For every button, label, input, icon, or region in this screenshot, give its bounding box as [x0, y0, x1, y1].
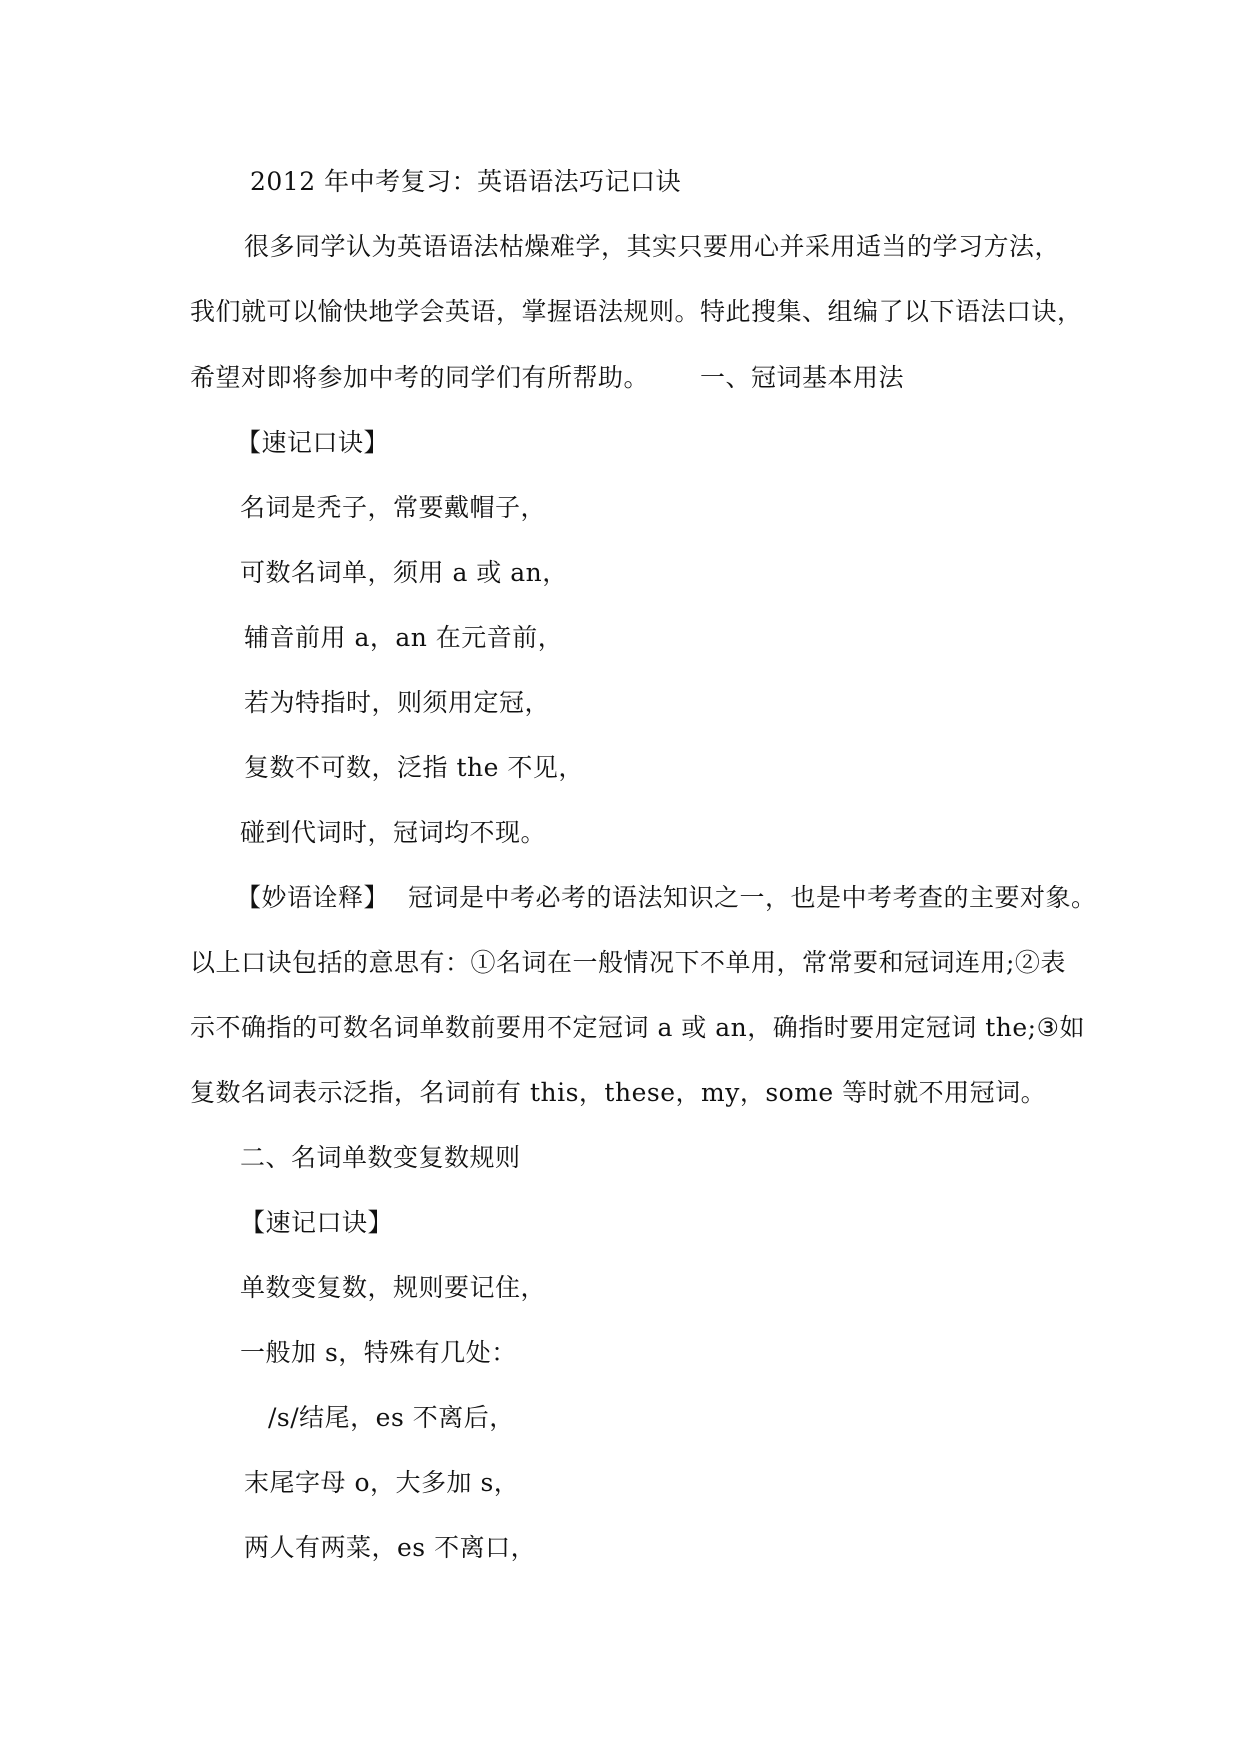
- section1-mnemonic-line-4: 若为特指时，则须用定冠，: [244, 688, 551, 717]
- section1-mnemonic-line-1: 名词是秃子，常要戴帽子，: [240, 493, 547, 522]
- section1-explanation-label: 【妙语诠释】: [236, 883, 390, 912]
- section1-heading: 一、冠词基本用法: [700, 363, 905, 392]
- section2-mnemonic-line-1: 单数变复数，规则要记住，: [240, 1273, 547, 1302]
- section2-mnemonic-line-5: 两人有两菜，es 不离口，: [244, 1533, 537, 1562]
- section2-mnemonic-line-2: 一般加 s，特殊有几处：: [240, 1338, 517, 1367]
- intro-line-2: 我们就可以愉快地学会英语，掌握语法规则。特此搜集、组编了以下语法口诀，: [190, 297, 1083, 326]
- section1-explanation-line-2: 以上口诀包括的意思有：①名词在一般情况下不单用，常常要和冠词连用;②表: [190, 948, 1066, 977]
- section2-mnemonic-line-4: 末尾字母 o，大多加 s，: [244, 1468, 520, 1497]
- section2-mnemonic-label: 【速记口诀】: [240, 1208, 394, 1237]
- section1-mnemonic-line-2: 可数名词单，须用 a 或 an，: [240, 558, 568, 587]
- section1-mnemonic-line-5: 复数不可数，泛指 the 不见，: [244, 753, 584, 782]
- intro-line-1: 很多同学认为英语语法枯燥难学，其实只要用心并采用适当的学习方法，: [244, 232, 1061, 261]
- section2-heading: 二、名词单数变复数规则: [240, 1143, 521, 1172]
- section1-explanation-line-1: 冠词是中考必考的语法知识之一，也是中考考查的主要对象。: [408, 883, 1097, 912]
- section1-mnemonic-line-6: 碰到代词时，冠词均不现。: [240, 818, 547, 847]
- section1-explanation-line-4: 复数名词表示泛指，名词前有 this，these，my，some 等时就不用冠词。: [190, 1078, 1047, 1107]
- section2-mnemonic-line-3: /s/结尾，es 不离后，: [268, 1403, 515, 1432]
- section1-mnemonic-line-3: 辅音前用 a，an 在元音前，: [244, 623, 564, 652]
- document-title: 2012 年中考复习：英语语法巧记口诀: [250, 167, 682, 196]
- intro-line-3: 希望对即将参加中考的同学们有所帮助。: [190, 363, 650, 392]
- section1-mnemonic-label: 【速记口诀】: [236, 428, 390, 457]
- section1-explanation-line-3: 示不确指的可数名词单数前要用不定冠词 a 或 an，确指时要用定冠词 the;③如: [190, 1013, 1085, 1042]
